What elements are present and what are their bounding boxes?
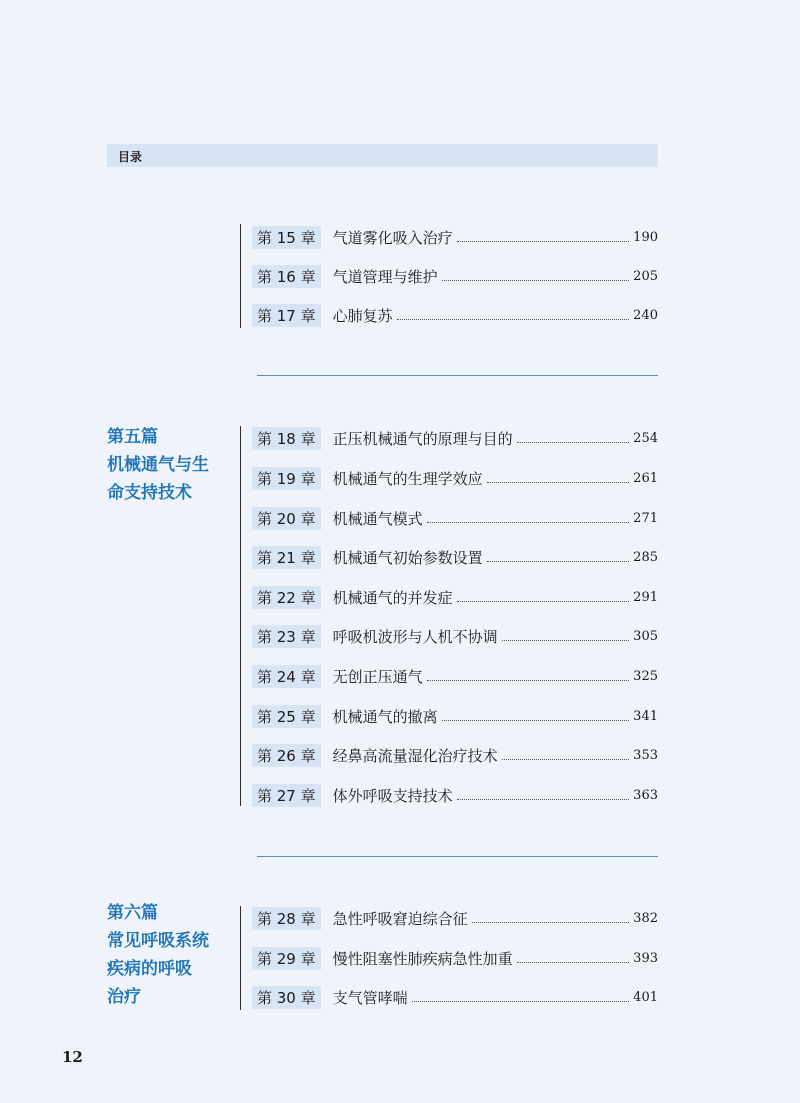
chapter-title: 气道管理与维护 [332, 267, 438, 286]
chapter-title: 机械通气的生理学效应 [332, 469, 483, 488]
leader-dots [502, 640, 630, 641]
chapter-label: 第 30 章 [252, 986, 321, 1009]
leader-dots [442, 720, 630, 721]
chapter-title: 体外呼吸支持技术 [332, 786, 453, 805]
toc-entry[interactable] [252, 624, 658, 648]
chapter-page: 305 [633, 628, 658, 644]
header-title: 目录 [118, 150, 143, 164]
chapter-label: 第 18 章 [252, 427, 321, 450]
chapter-title: 无创正压通气 [332, 667, 423, 686]
chapter-label: 第 21 章 [252, 546, 321, 569]
chapter-label: 第 20 章 [252, 507, 321, 530]
chapter-title: 机械通气的撤离 [332, 707, 438, 726]
leader-dots [412, 1001, 630, 1002]
leader-dots [442, 280, 630, 281]
chapter-page: 285 [633, 549, 658, 565]
section-3-rule [240, 906, 241, 1010]
chapter-page: 401 [633, 989, 658, 1005]
leader-dots [457, 601, 630, 602]
chapter-title: 机械通气的并发症 [332, 588, 453, 607]
chapter-page: 190 [633, 229, 658, 245]
toc-entry[interactable] [252, 264, 658, 288]
toc-entry[interactable] [252, 664, 658, 688]
toc-entry[interactable] [252, 783, 658, 807]
toc-entry[interactable] [252, 426, 658, 450]
toc-entry[interactable] [252, 466, 658, 490]
toc-entry[interactable] [252, 743, 658, 767]
leader-dots [427, 522, 630, 523]
chapter-label: 第 27 章 [252, 784, 321, 807]
part-title-line: 第五篇 [107, 427, 158, 447]
chapter-page: 261 [633, 470, 658, 486]
toc-entry[interactable] [252, 303, 658, 327]
chapter-page: 353 [633, 747, 658, 763]
section-1-rule [240, 224, 241, 328]
toc-entry[interactable] [252, 506, 658, 530]
leader-dots [427, 680, 630, 681]
chapter-label: 第 28 章 [252, 907, 321, 930]
chapter-label: 第 15 章 [252, 226, 321, 249]
chapter-title: 机械通气模式 [332, 509, 423, 528]
chapter-page: 341 [633, 708, 658, 724]
chapter-label: 第 17 章 [252, 304, 321, 327]
leader-dots [457, 799, 630, 800]
chapter-page: 254 [633, 430, 658, 446]
chapter-title: 慢性阻塞性肺疾病急性加重 [332, 949, 513, 968]
part-title-line: 命支持技术 [107, 483, 192, 503]
leader-dots [397, 319, 630, 320]
toc-entry[interactable] [252, 906, 658, 930]
chapter-page: 291 [633, 589, 658, 605]
section-2-rule [240, 426, 241, 806]
chapter-title: 呼吸机波形与人机不协调 [332, 627, 498, 646]
chapter-label: 第 22 章 [252, 586, 321, 609]
section-divider [257, 375, 658, 376]
chapter-title: 正压机械通气的原理与目的 [332, 429, 513, 448]
chapter-label: 第 29 章 [252, 947, 321, 970]
leader-dots [457, 241, 630, 242]
page-number: 12 [62, 1048, 83, 1066]
leader-dots [517, 962, 630, 963]
section-divider [257, 856, 658, 857]
chapter-label: 第 26 章 [252, 744, 321, 767]
toc-entry[interactable] [252, 225, 658, 249]
chapter-label: 第 24 章 [252, 665, 321, 688]
header-bar [107, 144, 658, 167]
chapter-page: 382 [633, 910, 658, 926]
leader-dots [487, 482, 630, 483]
chapter-label: 第 16 章 [252, 265, 321, 288]
chapter-page: 393 [633, 950, 658, 966]
chapter-page: 271 [633, 510, 658, 526]
chapter-label: 第 19 章 [252, 467, 321, 490]
leader-dots [472, 922, 630, 923]
toc-entry[interactable] [252, 946, 658, 970]
chapter-title: 气道雾化吸入治疗 [332, 228, 453, 247]
toc-entry[interactable] [252, 704, 658, 728]
toc-entry[interactable] [252, 545, 658, 569]
leader-dots [487, 561, 630, 562]
part-title-line: 疾病的呼吸 [107, 959, 192, 979]
chapter-title: 心肺复苏 [332, 306, 393, 325]
part-title-line: 常见呼吸系统 [107, 931, 209, 951]
chapter-title: 机械通气初始参数设置 [332, 548, 483, 567]
leader-dots [502, 759, 630, 760]
leader-dots [517, 442, 630, 443]
chapter-title: 支气管哮喘 [332, 988, 408, 1007]
chapter-title: 经鼻高流量湿化治疗技术 [332, 746, 498, 765]
chapter-page: 240 [633, 307, 658, 323]
toc-entry[interactable] [252, 985, 658, 1009]
chapter-label: 第 25 章 [252, 705, 321, 728]
chapter-title: 急性呼吸窘迫综合征 [332, 909, 468, 928]
part-title [107, 899, 222, 1011]
chapter-page: 363 [633, 787, 658, 803]
part-title-line: 第六篇 [107, 903, 158, 923]
part-title-line: 机械通气与生 [107, 455, 209, 475]
part-title-line: 治疗 [107, 987, 141, 1007]
chapter-page: 205 [633, 268, 658, 284]
chapter-label: 第 23 章 [252, 625, 321, 648]
chapter-page: 325 [633, 668, 658, 684]
part-title [107, 423, 222, 507]
toc-entry[interactable] [252, 585, 658, 609]
